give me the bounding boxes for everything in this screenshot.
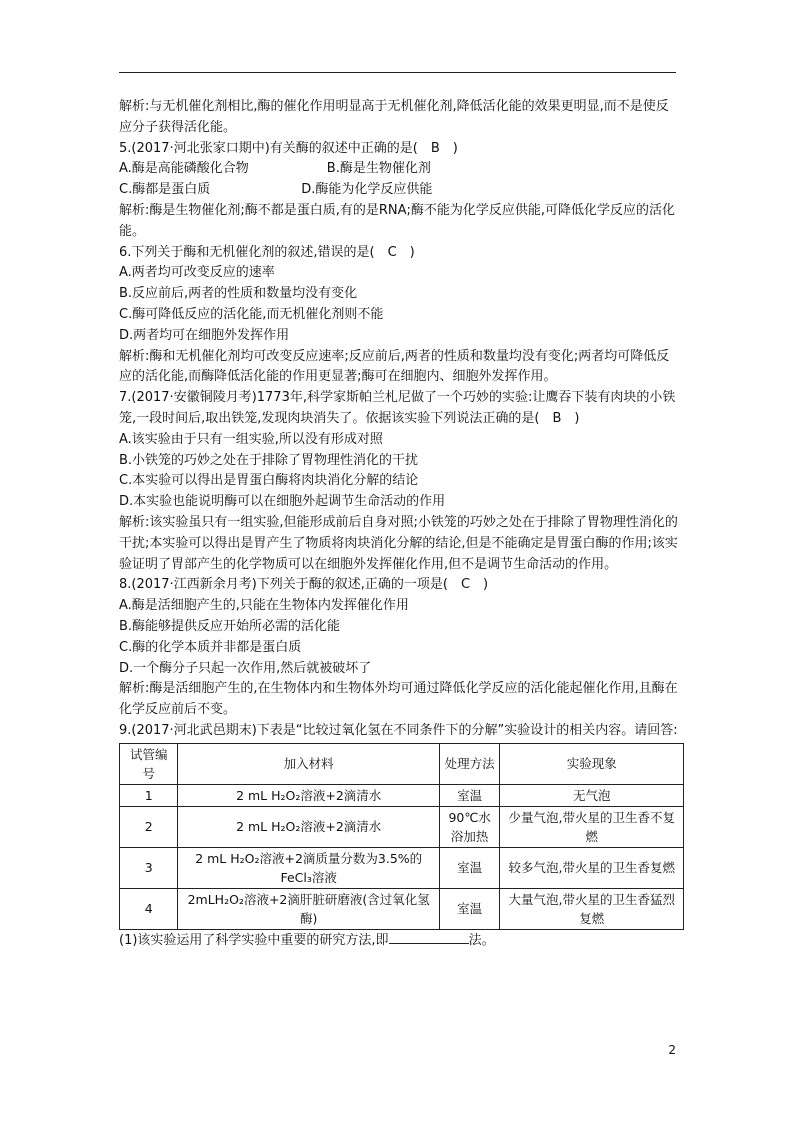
experiment-table <box>119 743 684 930</box>
option: B.小铁笼的巧妙之处在于排除了胃物理性消化的干扰 <box>119 452 419 468</box>
cell-no: 4 <box>120 888 178 929</box>
option: C.酶可降低反应的活化能,而无机催化剂则不能 <box>119 306 384 322</box>
cell-no: 3 <box>120 847 178 888</box>
option: C.酶都是蛋白质 D.酶能为化学反应供能 <box>119 182 433 198</box>
cell-method: 90℃水浴加热 <box>439 806 500 847</box>
question-8: 8.(2017·江西新余月考)下列关于酶的叙述,正确的一项是( C ) <box>119 577 489 593</box>
option: A.酶是活细胞产生的,只能在生物体内发挥催化作用 <box>119 598 409 614</box>
paragraph: 解析:酶是活细胞产生的,在生物体内和生物体外均可通过降低化学反应的活化能起催化作用,且酶在化学反应前后不变。 <box>119 681 678 718</box>
header-method: 处理方法 <box>439 743 500 784</box>
cell-material: 2 mL H₂O₂溶液+2滴清水 <box>178 784 439 806</box>
cell-method: 室温 <box>439 784 500 806</box>
cell-no: 2 <box>120 806 178 847</box>
table-row <box>120 784 684 806</box>
cell-method: 室温 <box>439 888 500 929</box>
option: A.酶是高能磷酸化合物 B.酶是生物催化剂 <box>119 161 431 177</box>
paragraph: 解析:该实验虽只有一组实验,但能形成前后自身对照;小铁笼的巧妙之处在于排除了胃物理性消化的干扰;本实验可以得出是胃产生了物质将肉块消化分解的结论,但是不能确定是胃蛋白酶的作用;该实验证明了胃部产生的化学物质可以在细胞外发挥催化作用,但不是调节生命活动的作用。 <box>119 514 678 572</box>
question-6: 6.下列关于酶和无机催化剂的叙述,错误的是( C ) <box>119 244 415 260</box>
cell-result: 较多气泡,带火星的卫生香复燃 <box>500 847 684 888</box>
question-7: 7.(2017·安徽铜陵月考)1773年,科学家斯帕兰札尼做了一个巧妙的实验:让鹰吞下装有肉块的小铁笼,一段时间后,取出铁笼,发现肉块消失了。依据该实验下列说法正确的是( B ) <box>119 390 676 426</box>
cell-no: 1 <box>120 784 178 806</box>
document-body <box>119 97 679 952</box>
experiment-table-wrap <box>119 743 679 930</box>
option: B.酶能够提供反应开始所必需的活化能 <box>119 618 341 634</box>
header-rule <box>119 72 676 73</box>
cell-method: 室温 <box>439 847 500 888</box>
option: A.该实验由于只有一组实验,所以没有形成对照 <box>119 431 383 447</box>
cell-material: 2mLH₂O₂溶液+2滴肝脏研磨液(含过氧化氢酶) <box>178 888 439 929</box>
question-5: 5.(2017·河北张家口期中)有关酶的叙述中正确的是( B ) <box>119 140 458 156</box>
sub-question-suffix: 法。 <box>468 932 495 948</box>
option: C.酶的化学本质并非都是蛋白质 <box>119 639 302 655</box>
option: D.两者均可在细胞外发挥作用 <box>119 327 290 343</box>
cell-material: 2 mL H₂O₂溶液+2滴质量分数为3.5%的FeCl₃溶液 <box>178 847 439 888</box>
table-row <box>120 806 684 847</box>
question-9: 9.(2017·河北武邑期末)下表是“比较过氧化氢在不同条件下的分解”实验设计的相关内容。请回答: <box>119 722 678 738</box>
header-result: 实验现象 <box>500 743 684 784</box>
option: D.本实验也能说明酶可以在细胞外起调节生命活动的作用 <box>119 494 446 510</box>
table-header-row <box>120 743 684 784</box>
option: A.两者均可改变反应的速率 <box>119 265 275 281</box>
option: B.反应前后,两者的性质和数量均没有变化 <box>119 286 358 302</box>
paragraph: 解析:酶和无机催化剂均可改变反应速率;反应前后,两者的性质和数量均没有变化;两者均可降低反应的活化能,而酶降低活化能的作用更显著;酶可在细胞内、细胞外发挥作用。 <box>119 348 670 385</box>
option: C.本实验可以得出是胃蛋白酶将肉块消化分解的结论 <box>119 473 419 489</box>
paragraph: 解析:与无机催化剂相比,酶的催化作用明显高于无机催化剂,降低活化能的效果更明显,而不是使反应分子获得活化能。 <box>119 99 669 135</box>
option: D.一个酶分子只起一次作用,然后就被破坏了 <box>119 660 372 676</box>
cell-material: 2 mL H₂O₂溶液+2滴清水 <box>178 806 439 847</box>
header-material: 加入材料 <box>178 743 439 784</box>
paragraph: 解析:酶是生物催化剂;酶不都是蛋白质,有的是RNA;酶不能为化学反应供能,可降低化学反应的活化能。 <box>119 202 676 239</box>
table-row <box>120 847 684 888</box>
cell-result: 大量气泡,带火星的卫生香猛烈复燃 <box>500 888 684 929</box>
sub-question-1 <box>119 930 679 952</box>
answer-blank[interactable] <box>389 930 469 944</box>
cell-result: 少量气泡,带火星的卫生香不复燃 <box>500 806 684 847</box>
table-row <box>120 888 684 929</box>
header-tube-no: 试管编号 <box>120 743 178 784</box>
page-number: 2 <box>668 1043 676 1057</box>
cell-result: 无气泡 <box>500 784 684 806</box>
sub-question-prefix: (1)该实验运用了科学实验中重要的研究方法,即 <box>119 932 389 948</box>
